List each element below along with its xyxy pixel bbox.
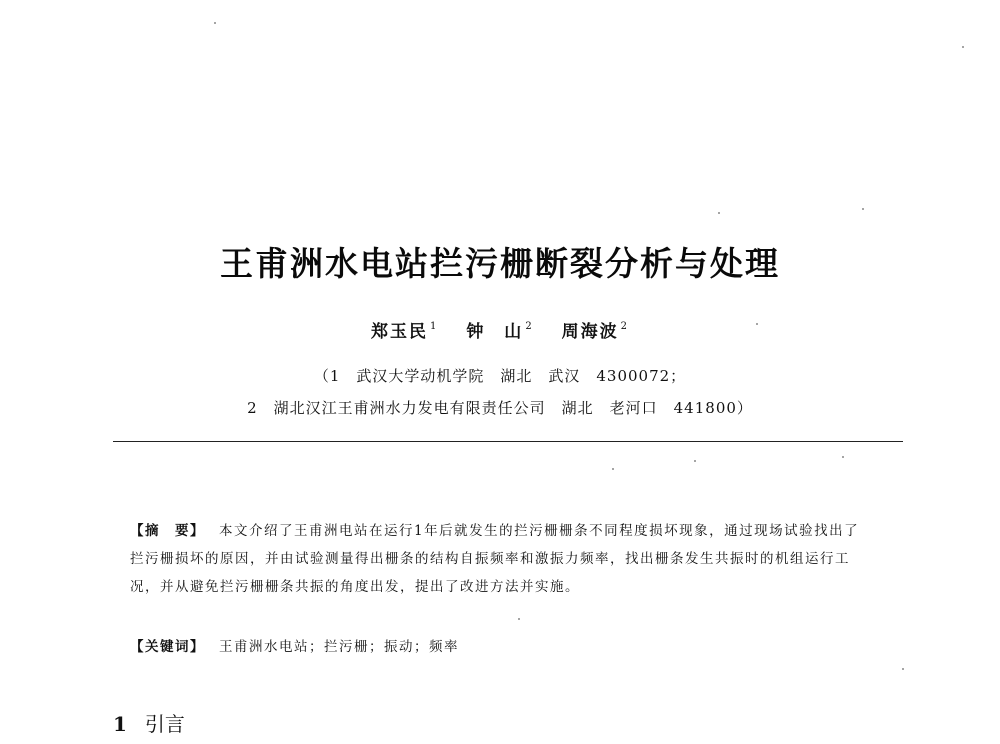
header-divider (113, 441, 903, 442)
scan-speck (214, 22, 216, 24)
scan-speck (694, 460, 696, 462)
scan-speck (862, 208, 864, 210)
paper-title: 王甫洲水电站拦污栅断裂分析与处理 (220, 244, 780, 283)
keywords (130, 635, 870, 655)
scan-speck (902, 668, 904, 670)
scan-speck (718, 212, 720, 214)
author-affiliation-mark: 1 (430, 321, 439, 332)
scan-speck (518, 618, 520, 620)
affiliation-line-1: （1 武汉大学动机学院 湖北 武汉 4300072； (313, 367, 687, 385)
section-title: 引言 (144, 712, 185, 736)
author (466, 317, 533, 342)
author-name: 钟 山 (466, 322, 524, 342)
author-list (0, 317, 1000, 342)
abstract (130, 517, 870, 601)
scan-speck (962, 46, 964, 48)
scan-speck (842, 456, 844, 458)
affiliation-line-2: 2 湖北汉江王甫洲水力发电有限责任公司 湖北 老河口 441800） (247, 399, 753, 417)
author-affiliation-mark: 2 (525, 321, 534, 332)
scan-speck (612, 468, 614, 470)
author (562, 317, 629, 342)
author-affiliation-mark: 2 (620, 321, 629, 332)
author-name: 郑玉民 (371, 322, 429, 342)
section-heading (113, 708, 185, 737)
author (371, 317, 438, 342)
author-name: 周海波 (561, 322, 619, 342)
scan-speck (756, 323, 758, 325)
abstract-label: 【摘 要】 (130, 523, 205, 539)
keywords-label: 【关键词】 (130, 639, 205, 655)
keywords-text: 王甫洲水电站；拦污栅；振动；频率 (219, 639, 459, 655)
abstract-text: 本文介绍了王甫洲电站在运行1年后就发生的拦污栅栅条不同程度损坏现象，通过现场试验找出了拦污栅损坏的原因，并由试验测量得出栅条的结构自振频率和激振力频率，找出栅条发生共振时的机组运行工况，并从避免拦污栅栅条共振的角度出发，提出了改进方法并实施。 (130, 523, 860, 595)
section-number: 1 (113, 712, 127, 736)
